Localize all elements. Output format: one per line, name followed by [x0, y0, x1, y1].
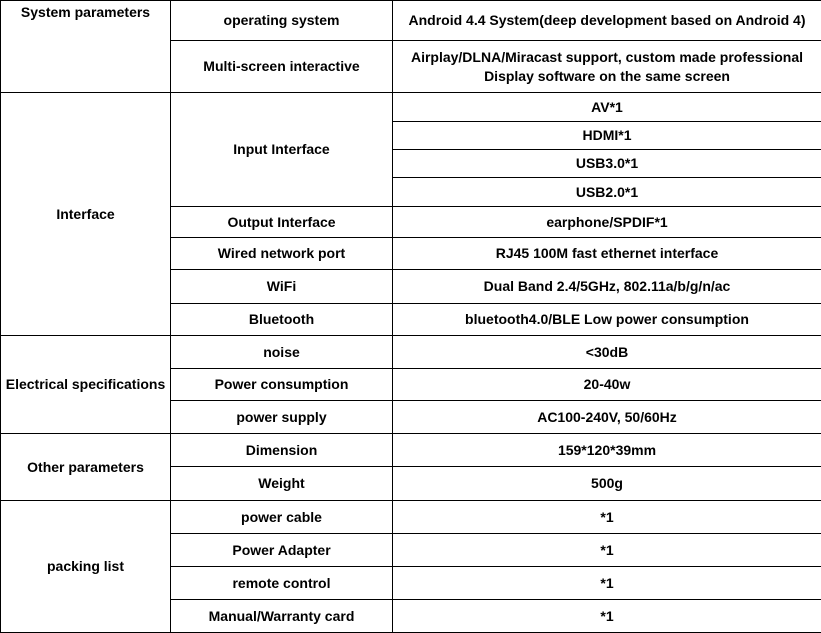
param-label: Multi-screen interactive — [171, 41, 393, 93]
category-other: Other parameters — [1, 434, 171, 501]
param-value: AC100-240V, 50/60Hz — [393, 401, 821, 434]
category-electrical: Electrical specifications — [1, 336, 171, 434]
param-value: 20-40w — [393, 369, 821, 401]
param-label: Manual/Warranty card — [171, 600, 393, 633]
param-label: power cable — [171, 501, 393, 534]
category-interface: Interface — [1, 93, 171, 336]
category-packing: packing list — [1, 501, 171, 633]
param-label: Input Interface — [171, 93, 393, 207]
table-row — [1, 336, 821, 369]
table-row — [1, 501, 821, 534]
table-row — [1, 93, 821, 122]
param-value: <30dB — [393, 336, 821, 369]
param-label: Dimension — [171, 434, 393, 467]
param-value: 500g — [393, 467, 821, 501]
param-value: *1 — [393, 534, 821, 567]
param-value: *1 — [393, 600, 821, 633]
table-row — [1, 434, 821, 467]
param-label: power supply — [171, 401, 393, 434]
param-value: *1 — [393, 567, 821, 600]
param-label: Power consumption — [171, 369, 393, 401]
param-value: USB3.0*1 — [393, 150, 821, 178]
param-label: remote control — [171, 567, 393, 600]
param-value: USB2.0*1 — [393, 178, 821, 207]
param-label: WiFi — [171, 270, 393, 304]
param-label: Weight — [171, 467, 393, 501]
param-value: HDMI*1 — [393, 122, 821, 150]
param-label: Output Interface — [171, 207, 393, 238]
param-value: RJ45 100M fast ethernet interface — [393, 238, 821, 270]
param-value: *1 — [393, 501, 821, 534]
param-value: 159*120*39mm — [393, 434, 821, 467]
param-value: earphone/SPDIF*1 — [393, 207, 821, 238]
param-label: noise — [171, 336, 393, 369]
param-label: Wired network port — [171, 238, 393, 270]
param-value: Android 4.4 System(deep development based on Android 4) — [393, 1, 821, 41]
table-row — [1, 1, 821, 41]
param-label: operating system — [171, 1, 393, 41]
category-system: System parameters — [1, 1, 171, 93]
param-value: Dual Band 2.4/5GHz, 802.11a/b/g/n/ac — [393, 270, 821, 304]
param-label: Power Adapter — [171, 534, 393, 567]
param-value: Airplay/DLNA/Miracast support, custom made professional Display software on the same screen — [393, 41, 821, 93]
param-value: bluetooth4.0/BLE Low power consumption — [393, 304, 821, 336]
param-label: Bluetooth — [171, 304, 393, 336]
param-value: AV*1 — [393, 93, 821, 122]
